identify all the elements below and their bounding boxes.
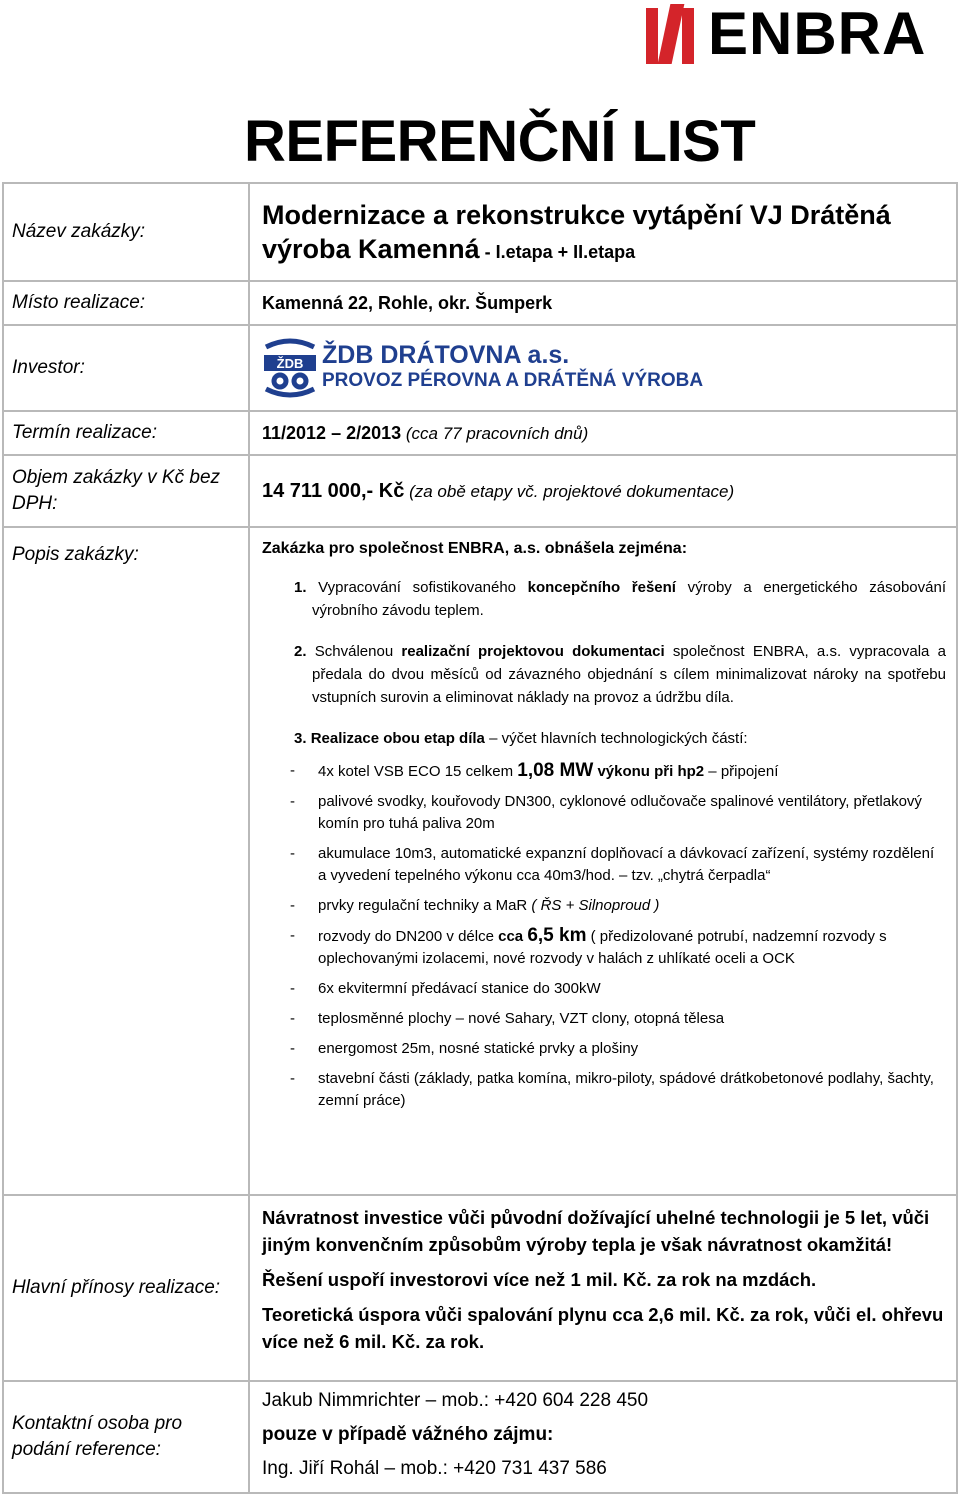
location-value: Kamenná 22, Rohle, okr. Šumperk xyxy=(262,292,553,313)
row-nazev xyxy=(3,183,957,281)
row-prinosy xyxy=(3,1195,957,1381)
term-dates: 11/2012 – 2/2013 xyxy=(262,422,402,443)
scope-item: - 4x kotel VSB ECO 15 celkem 1,08 MW výkonu při hp2 – připojení xyxy=(290,760,946,783)
value-investor xyxy=(249,325,957,411)
row-kontakt xyxy=(3,1381,957,1493)
label-investor: Investor: xyxy=(3,325,249,411)
enbra-logo-icon xyxy=(646,4,702,64)
benefit-2: Řešení uspoří investorovi více než 1 mil. Kč. za rok na mzdách. xyxy=(262,1269,817,1290)
reference-table xyxy=(2,182,958,1494)
value-termin xyxy=(249,411,957,455)
value-prinosy xyxy=(249,1195,957,1381)
benefit-3: Teoretická úspora vůči spalování plynu cca 2,6 mil. Kč. za rok, vůči el. ohřevu více než 6 mil. Kč. za rok. xyxy=(262,1304,944,1352)
contact-primary: Jakub Nimmrichter – mob.: +420 604 228 450 xyxy=(262,1390,649,1411)
label-prinosy: Hlavní přínosy realizace: xyxy=(3,1195,249,1381)
volume-amount: 14 711 000,- Kč xyxy=(262,479,405,502)
label-kontakt: Kontaktní osoba pro podání reference: xyxy=(3,1381,249,1493)
row-misto xyxy=(3,281,957,325)
svg-text:ŽDB: ŽDB xyxy=(276,356,304,371)
investor-subname: PROVOZ PÉROVNA A DRÁTĚNÁ VÝROBA xyxy=(322,370,704,391)
scope-item: - stavební části (základy, patka komína, mikro-piloty, spádové drátkobetonové podlahy, šachty, zemní práce) xyxy=(290,1068,946,1112)
enbra-logo xyxy=(646,2,926,66)
scope-item: - palivové svodky, kouřovody DN300, cyklonové odlučovače spalinové ventilátory, přetlakový komín pro tuhá paliva 20m xyxy=(290,791,946,835)
project-stage: - I.etapa + II.etapa xyxy=(479,242,636,262)
label-termin: Termín realizace: xyxy=(3,411,249,455)
row-investor xyxy=(3,325,957,411)
value-misto xyxy=(249,281,957,325)
contact-secondary: Ing. Jiří Rohál – mob.: +420 731 437 586 xyxy=(262,1458,607,1479)
benefit-1: Návratnost investice vůči původní dožívající uhelné technologii je 5 let, vůči jiným konvenčním způsobům výroby tepla je však návratnost okamžitá! xyxy=(262,1207,930,1255)
value-nazev xyxy=(249,183,957,281)
label-popis: Popis zakázky: xyxy=(3,527,249,1195)
zdb-logo-icon xyxy=(262,337,318,399)
value-kontakt xyxy=(249,1381,957,1493)
value-objem xyxy=(249,455,957,527)
investor-name: ŽDB DRÁTOVNA a.s. xyxy=(322,341,570,369)
label-misto: Místo realizace: xyxy=(3,281,249,325)
description-item-1: 1. Vypracování sofistikovaného koncepčního řešení výroby a energetického zásobování výrobního závodu teplem. xyxy=(294,579,946,619)
scope-item: - teplosměnné plochy – nové Sahary, VZT clony, otopná tělesa xyxy=(290,1008,946,1030)
value-popis xyxy=(249,527,957,1195)
scope-item: - akumulace 10m3, automatické expanzní doplňovací a dávkovací zařízení, systémy rozdělení a vyvedení tepelného výkonu cca 40m3/hod. – tzv. „chytrá čerpadla“ xyxy=(290,843,946,887)
project-name: Modernizace a rekonstrukce vytápění VJ Drátěná výroba Kamenná xyxy=(262,200,891,264)
scope-item: - 6x ekvitermní předávací stanice do 300kW xyxy=(290,978,946,1000)
row-popis xyxy=(3,527,957,1195)
scope-item: - prvky regulační techniky a MaR ( ŘS + Silnoproud ) xyxy=(290,895,946,917)
description-intro: Zakázka pro společnost ENBRA, a.s. obnášela zejména: xyxy=(262,540,688,557)
contact-note: pouze v případě vážného zájmu: xyxy=(262,1424,554,1445)
label-objem: Objem zakázky v Kč bez DPH: xyxy=(3,455,249,527)
scope-item: - rozvody do DN200 v délce cca 6,5 km ( předizolované potrubí, nadzemní rozvody s oplechovanými izolacemi, nové rozvody v halách z uhlíkaté oceli a OCK xyxy=(290,925,946,970)
enbra-logo-text: ENBRA xyxy=(708,0,927,67)
row-objem xyxy=(3,455,957,527)
description-item-3: 3. Realizace obou etap díla – výčet hlavních technologických částí: xyxy=(294,730,748,747)
investor-logo xyxy=(262,335,946,401)
term-note: (cca 77 pracovních dnů) xyxy=(401,423,589,443)
scope-item: - energomost 25m, nosné statické prvky a plošiny xyxy=(290,1038,946,1060)
label-nazev: Název zakázky: xyxy=(3,183,249,281)
page-title: REFERENČNÍ LIST xyxy=(244,109,756,174)
row-termin xyxy=(3,411,957,455)
description-item-2: 2. Schválenou realizační projektovou dokumentaci společnost ENBRA, a.s. vypracovala a předala do dvou měsíců od závazného objednání s cílem minimalizovat nároky na spotřebu vstupních surovin a eliminovat náklady na provoz a údržbu díla. xyxy=(294,643,946,706)
volume-note: (za obě etapy vč. projektové dokumentace) xyxy=(404,481,735,501)
